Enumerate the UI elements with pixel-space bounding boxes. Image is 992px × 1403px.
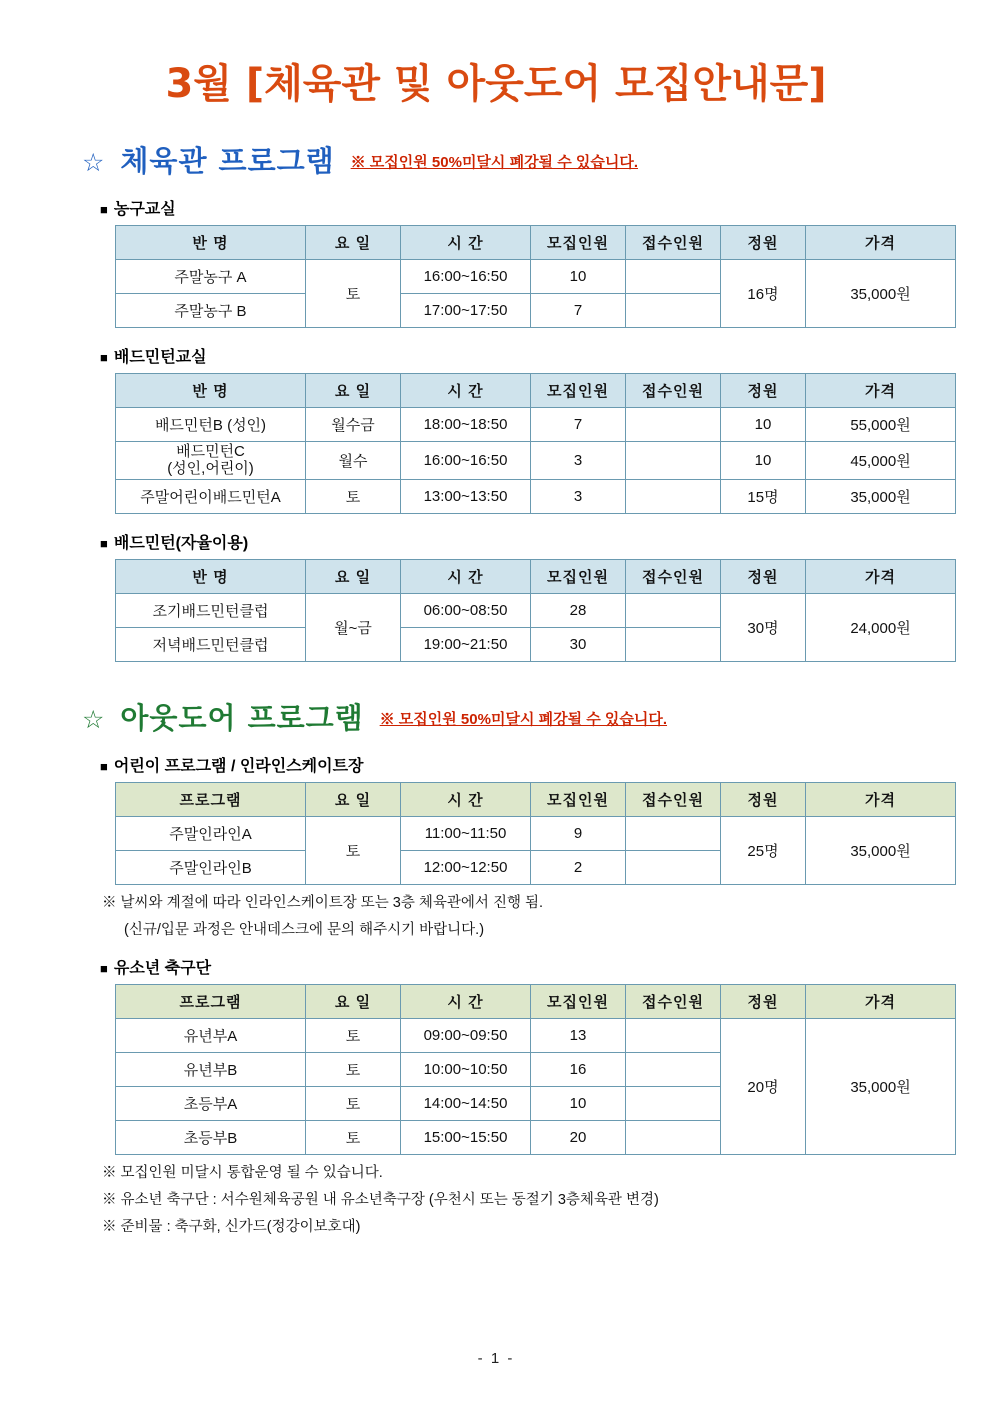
table-header-row xyxy=(116,782,956,816)
col-header-program: 프로그램 xyxy=(116,782,306,816)
col-header-time: 시 간 xyxy=(401,984,531,1018)
cell-program: 유년부A xyxy=(116,1018,306,1052)
cell-applied xyxy=(626,593,721,627)
cell-price: 35,000원 xyxy=(806,479,956,513)
col-header-recruit: 모집인원 xyxy=(531,226,626,260)
cell-day: 토 xyxy=(306,1086,401,1120)
cell-program: 초등부A xyxy=(116,1086,306,1120)
col-header-capacity: 정원 xyxy=(721,374,806,408)
outdoor-section-header xyxy=(82,696,952,737)
cell-name-line2: (성인,어린이) xyxy=(167,460,254,478)
cell-program: 주말인라인B xyxy=(116,850,306,884)
subsection-heading-badminton-free xyxy=(100,530,952,553)
table-row xyxy=(116,479,956,513)
col-header-price: 가격 xyxy=(806,984,956,1018)
cell-recruit: 9 xyxy=(531,816,626,850)
col-header-recruit: 모집인원 xyxy=(531,782,626,816)
col-header-program: 프로그램 xyxy=(116,984,306,1018)
outdoor-section-title: 아웃도어 프로그램 xyxy=(120,700,364,735)
cell-capacity: 10 xyxy=(721,408,806,442)
cell-capacity: 16명 xyxy=(721,260,806,328)
cell-applied xyxy=(626,260,721,294)
col-header-applied: 접수인원 xyxy=(626,984,721,1018)
table-row xyxy=(116,408,956,442)
col-header-day: 요 일 xyxy=(306,782,401,816)
cell-applied xyxy=(626,627,721,661)
subsection-label: 배드민턴교실 xyxy=(113,349,207,366)
col-header-recruit: 모집인원 xyxy=(531,984,626,1018)
cell-time: 13:00~13:50 xyxy=(401,479,531,513)
cell-applied xyxy=(626,850,721,884)
cell-name xyxy=(116,442,306,480)
cell-recruit: 16 xyxy=(531,1052,626,1086)
cell-applied xyxy=(626,816,721,850)
cell-capacity: 25명 xyxy=(721,816,806,884)
table-header-row xyxy=(116,374,956,408)
subsection-label: 배드민턴(자율이용) xyxy=(113,534,249,552)
note-soccer-merge: ※ 모집인원 미달시 통합운영 될 수 있습니다. xyxy=(102,1164,383,1181)
col-header-time: 시 간 xyxy=(401,226,531,260)
note-soccer-equipment: ※ 준비물 : 축구화, 신가드(정강이보호대) xyxy=(102,1218,361,1235)
col-header-day: 요 일 xyxy=(306,374,401,408)
col-header-price: 가격 xyxy=(806,782,956,816)
cell-name: 주말농구 B xyxy=(116,294,306,328)
cell-recruit: 3 xyxy=(531,479,626,513)
cell-applied xyxy=(626,442,721,480)
cell-recruit: 28 xyxy=(531,593,626,627)
cell-capacity: 20명 xyxy=(721,1018,806,1154)
subsection-heading-youth-soccer xyxy=(100,955,952,978)
square-bullet-icon: ■ xyxy=(100,960,108,976)
col-header-capacity: 정원 xyxy=(721,559,806,593)
table-row xyxy=(116,816,956,850)
col-header-name: 반 명 xyxy=(116,559,306,593)
col-header-capacity: 정원 xyxy=(721,782,806,816)
col-header-applied: 접수인원 xyxy=(626,226,721,260)
square-bullet-icon: ■ xyxy=(100,535,108,551)
cell-day: 월수금 xyxy=(306,408,401,442)
col-header-recruit: 모집인원 xyxy=(531,559,626,593)
col-header-capacity: 정원 xyxy=(721,984,806,1018)
cell-applied xyxy=(626,294,721,328)
gym-section-title: 체육관 프로그램 xyxy=(120,144,335,178)
col-header-name: 반 명 xyxy=(116,374,306,408)
subsection-heading-badminton-class xyxy=(100,344,952,367)
col-header-name: 반 명 xyxy=(116,226,306,260)
cell-day: 월~금 xyxy=(306,593,401,661)
col-header-price: 가격 xyxy=(806,374,956,408)
cell-name: 주말어린이배드민턴A xyxy=(116,479,306,513)
cell-time: 09:00~09:50 xyxy=(401,1018,531,1052)
cell-time: 10:00~10:50 xyxy=(401,1052,531,1086)
col-header-day: 요 일 xyxy=(306,984,401,1018)
cell-price: 35,000원 xyxy=(806,260,956,328)
cell-day: 토 xyxy=(306,260,401,328)
cell-recruit: 2 xyxy=(531,850,626,884)
col-header-day: 요 일 xyxy=(306,559,401,593)
col-header-recruit: 모집인원 xyxy=(531,374,626,408)
cell-time: 14:00~14:50 xyxy=(401,1086,531,1120)
cell-time: 19:00~21:50 xyxy=(401,627,531,661)
table-row xyxy=(116,593,956,627)
col-header-day: 요 일 xyxy=(306,226,401,260)
cell-day: 월수 xyxy=(306,442,401,480)
cell-time: 11:00~11:50 xyxy=(401,816,531,850)
gym-warning-note: ※ 모집인원 50%미달시 폐강될 수 있습니다. xyxy=(350,154,639,171)
cell-applied xyxy=(626,408,721,442)
cell-name-line1: 배드민턴C xyxy=(176,443,245,460)
col-header-applied: 접수인원 xyxy=(626,559,721,593)
cell-applied xyxy=(626,479,721,513)
subsection-heading-basketball xyxy=(100,196,952,219)
note-inline-desk: (신규/입문 과정은 안내데스크에 문의 해주시기 바랍니다.) xyxy=(124,921,485,938)
cell-program: 초등부B xyxy=(116,1120,306,1154)
cell-capacity: 30명 xyxy=(721,593,806,661)
table-youth-soccer xyxy=(115,984,956,1155)
subsection-label: 농구교실 xyxy=(113,201,176,218)
cell-day: 토 xyxy=(306,816,401,884)
col-header-applied: 접수인원 xyxy=(626,782,721,816)
cell-recruit: 10 xyxy=(531,260,626,294)
cell-recruit: 13 xyxy=(531,1018,626,1052)
col-header-price: 가격 xyxy=(806,226,956,260)
cell-program: 유년부B xyxy=(116,1052,306,1086)
cell-day: 토 xyxy=(306,479,401,513)
cell-applied xyxy=(626,1052,721,1086)
subsection-label: 유소년 축구단 xyxy=(113,959,212,977)
star-icon: ☆ xyxy=(82,149,105,177)
col-header-time: 시 간 xyxy=(401,559,531,593)
table-basketball xyxy=(115,225,956,328)
cell-recruit: 30 xyxy=(531,627,626,661)
cell-time: 18:00~18:50 xyxy=(401,408,531,442)
cell-applied xyxy=(626,1018,721,1052)
col-header-capacity: 정원 xyxy=(721,226,806,260)
cell-applied xyxy=(626,1086,721,1120)
square-bullet-icon: ■ xyxy=(100,758,108,774)
table-inline-skate xyxy=(115,782,956,885)
subsection-label: 어린이 프로그램 / 인라인스케이트장 xyxy=(113,757,364,775)
table-row xyxy=(116,1018,956,1052)
page-title: 3월 [체육관 및 아웃도어 모집안내문] xyxy=(165,61,827,107)
cell-capacity: 10 xyxy=(721,442,806,480)
star-icon: ☆ xyxy=(82,705,105,734)
table-header-row xyxy=(116,559,956,593)
square-bullet-icon: ■ xyxy=(100,202,108,217)
cell-recruit: 7 xyxy=(531,294,626,328)
cell-recruit: 20 xyxy=(531,1120,626,1154)
cell-time: 17:00~17:50 xyxy=(401,294,531,328)
cell-time: 16:00~16:50 xyxy=(401,442,531,480)
cell-name: 저녁배드민턴클럽 xyxy=(116,627,306,661)
cell-time: 15:00~15:50 xyxy=(401,1120,531,1154)
cell-recruit: 3 xyxy=(531,442,626,480)
cell-price: 24,000원 xyxy=(806,593,956,661)
cell-price: 45,000원 xyxy=(806,442,956,480)
cell-price: 55,000원 xyxy=(806,408,956,442)
cell-name: 배드민턴B (성인) xyxy=(116,408,306,442)
gym-section-header xyxy=(82,139,952,180)
table-badminton-free xyxy=(115,559,956,662)
square-bullet-icon: ■ xyxy=(100,350,108,365)
cell-name: 조기배드민턴클럽 xyxy=(116,593,306,627)
table-row xyxy=(116,442,956,480)
section-spacer xyxy=(40,662,952,696)
col-header-price: 가격 xyxy=(806,559,956,593)
outdoor-warning-note: ※ 모집인원 50%미달시 폐강될 수 있습니다. xyxy=(379,710,668,728)
table-badminton-class xyxy=(115,373,956,514)
cell-day: 토 xyxy=(306,1120,401,1154)
cell-day: 토 xyxy=(306,1052,401,1086)
table-row xyxy=(116,260,956,294)
table-header-row xyxy=(116,984,956,1018)
cell-time: 12:00~12:50 xyxy=(401,850,531,884)
col-header-time: 시 간 xyxy=(401,782,531,816)
col-header-applied: 접수인원 xyxy=(626,374,721,408)
cell-name: 주말농구 A xyxy=(116,260,306,294)
cell-time: 06:00~08:50 xyxy=(401,593,531,627)
cell-time: 16:00~16:50 xyxy=(401,260,531,294)
cell-applied xyxy=(626,1120,721,1154)
cell-capacity: 15명 xyxy=(721,479,806,513)
note-soccer-location: ※ 유소년 축구단 : 서수원체육공원 내 유소년축구장 (우천시 또는 동절기 3층체육관 변경) xyxy=(102,1191,659,1208)
cell-recruit: 7 xyxy=(531,408,626,442)
table-header-row xyxy=(116,226,956,260)
cell-recruit: 10 xyxy=(531,1086,626,1120)
subsection-heading-inline-skate xyxy=(100,753,952,776)
cell-program: 주말인라인A xyxy=(116,816,306,850)
page-number: - 1 - xyxy=(477,1350,515,1367)
col-header-time: 시 간 xyxy=(401,374,531,408)
cell-price: 35,000원 xyxy=(806,816,956,884)
cell-day: 토 xyxy=(306,1018,401,1052)
note-inline-weather: ※ 날씨와 계절에 따라 인라인스케이트장 또는 3층 체육관에서 진행 됨. xyxy=(102,894,544,911)
cell-price: 35,000원 xyxy=(806,1018,956,1154)
